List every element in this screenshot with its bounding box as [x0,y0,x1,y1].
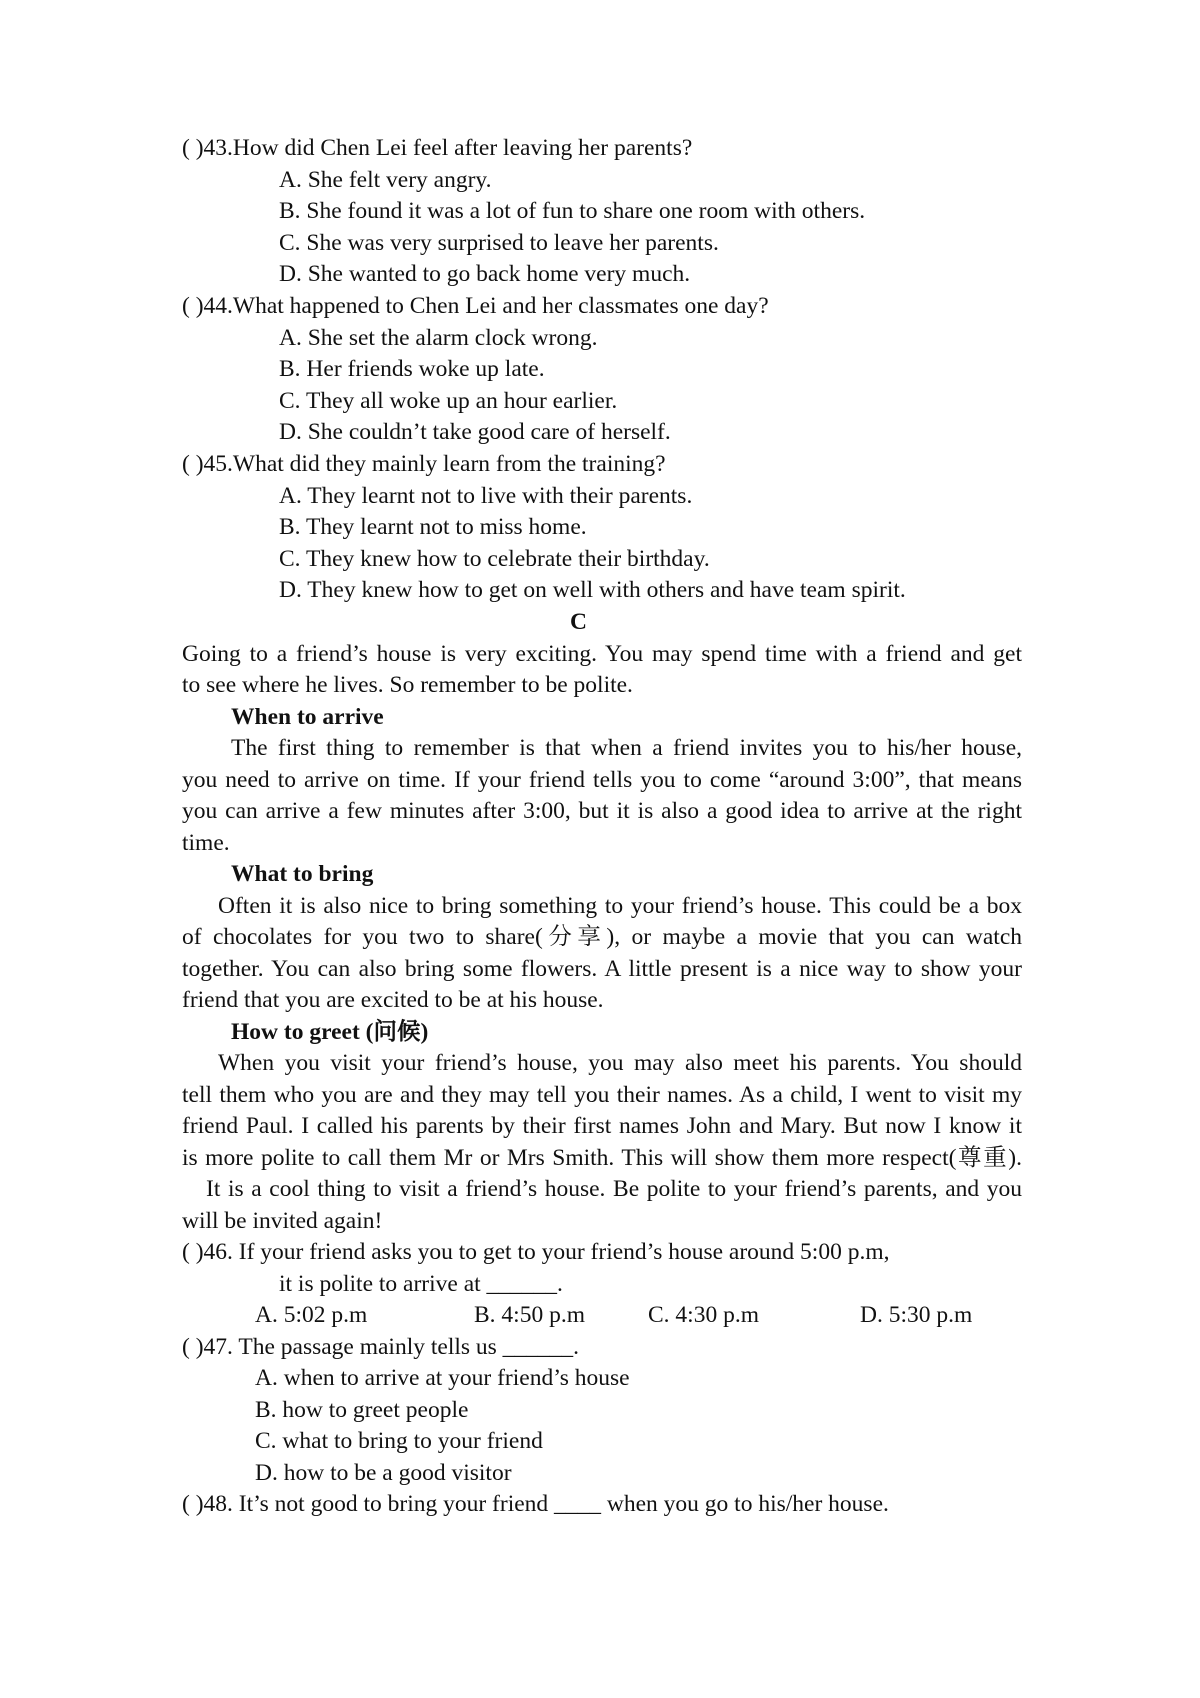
section-title: C [570,609,587,635]
answer-bracket: ( ) [182,1491,204,1517]
question-stem: 43.How did Chen Lei feel after leaving her parents? [203,135,693,161]
question-46 [182,1237,889,1269]
option: D. She wanted to go back home very much. [279,261,691,287]
option: B. Her friends woke up late. [279,356,545,382]
passage-line: you need to arrive on time. If your friend tells you to come “around 3:00”, that means [182,767,1022,793]
question-43 [182,133,692,165]
question-44 [182,291,769,323]
option: A. when to arrive at your friend’s house [255,1365,630,1391]
option: D. They knew how to get on well with others and have team spirit. [279,577,906,603]
option: C. what to bring to your friend [255,1428,543,1454]
answer-bracket: ( ) [182,135,204,161]
question-45 [182,449,666,481]
question-stem: 48. It’s not good to bring your friend ____ when you go to his/her house. [203,1491,889,1517]
passage-line: Often it is also nice to bring something to your friend’s house. This could be a box [218,893,1022,919]
option: C. They knew how to celebrate their birthday. [279,546,710,572]
passage-line: The first thing to remember is that when a friend invites you to his/her house, [231,735,1022,761]
passage-line: tell them who you are and they may tell you their names. As a child, I went to visit my [182,1082,1022,1108]
option-c: C. 4:30 p.m [648,1302,759,1328]
passage-line: friend Paul. I called his parents by their first names John and Mary. But now I know it [182,1113,1022,1139]
passage-line: When you visit your friend’s house, you may also meet his parents. You should [218,1050,1022,1076]
answer-bracket: ( ) [182,1239,204,1265]
answer-bracket: ( ) [182,1334,204,1360]
option-b: B. 4:50 p.m [474,1302,585,1328]
question-47 [182,1332,579,1364]
option: D. how to be a good visitor [255,1460,512,1486]
question-48 [182,1489,889,1521]
passage-line: is more polite to call them Mr or Mrs Smith. This will show them more respect(尊重). [182,1145,1022,1171]
option: A. She set the alarm clock wrong. [279,325,598,351]
passage-line: will be invited again! [182,1208,383,1234]
passage-line: together. You can also bring some flowers. A little present is a nice way to show your [182,956,1022,982]
passage-line: Going to a friend’s house is very exciting. You may spend time with a friend and get [182,641,1022,667]
option: C. She was very surprised to leave her parents. [279,230,719,256]
passage-line: It is a cool thing to visit a friend’s house. Be polite to your friend’s parents, and you [206,1176,1022,1202]
option: B. She found it was a lot of fun to share one room with others. [279,198,866,224]
option: D. She couldn’t take good care of herself. [279,419,671,445]
answer-bracket: ( ) [182,451,204,477]
question-stem-continued: it is polite to arrive at ______. [279,1271,563,1297]
section-heading: What to bring [231,861,374,887]
section-heading: When to arrive [231,704,384,730]
passage-line: to see where he lives. So remember to be polite. [182,672,633,698]
option-a: A. 5:02 p.m [255,1302,368,1328]
question-stem: 45.What did they mainly learn from the training? [203,451,666,477]
passage-line: friend that you are excited to be at his house. [182,987,604,1013]
question-stem: 44.What happened to Chen Lei and her classmates one day? [203,293,769,319]
passage-line: you can arrive a few minutes after 3:00, but it is also a good idea to arrive at the right [182,798,1022,824]
answer-bracket: ( ) [182,293,204,319]
option: C. They all woke up an hour earlier. [279,388,618,414]
question-stem: 46. If your friend asks you to get to your friend’s house around 5:00 p.m, [203,1239,890,1265]
option: A. They learnt not to live with their parents. [279,483,693,509]
option-d: D. 5:30 p.m [860,1302,973,1328]
option: B. They learnt not to miss home. [279,514,587,540]
passage-line: time. [182,830,230,856]
section-heading: How to greet (问候) [231,1019,429,1045]
passage-line: of chocolates for you two to share(分享), or maybe a movie that you can watch [182,924,1022,950]
option: B. how to greet people [255,1397,469,1423]
question-stem: 47. The passage mainly tells us ______. [203,1334,580,1360]
option: A. She felt very angry. [279,167,492,193]
